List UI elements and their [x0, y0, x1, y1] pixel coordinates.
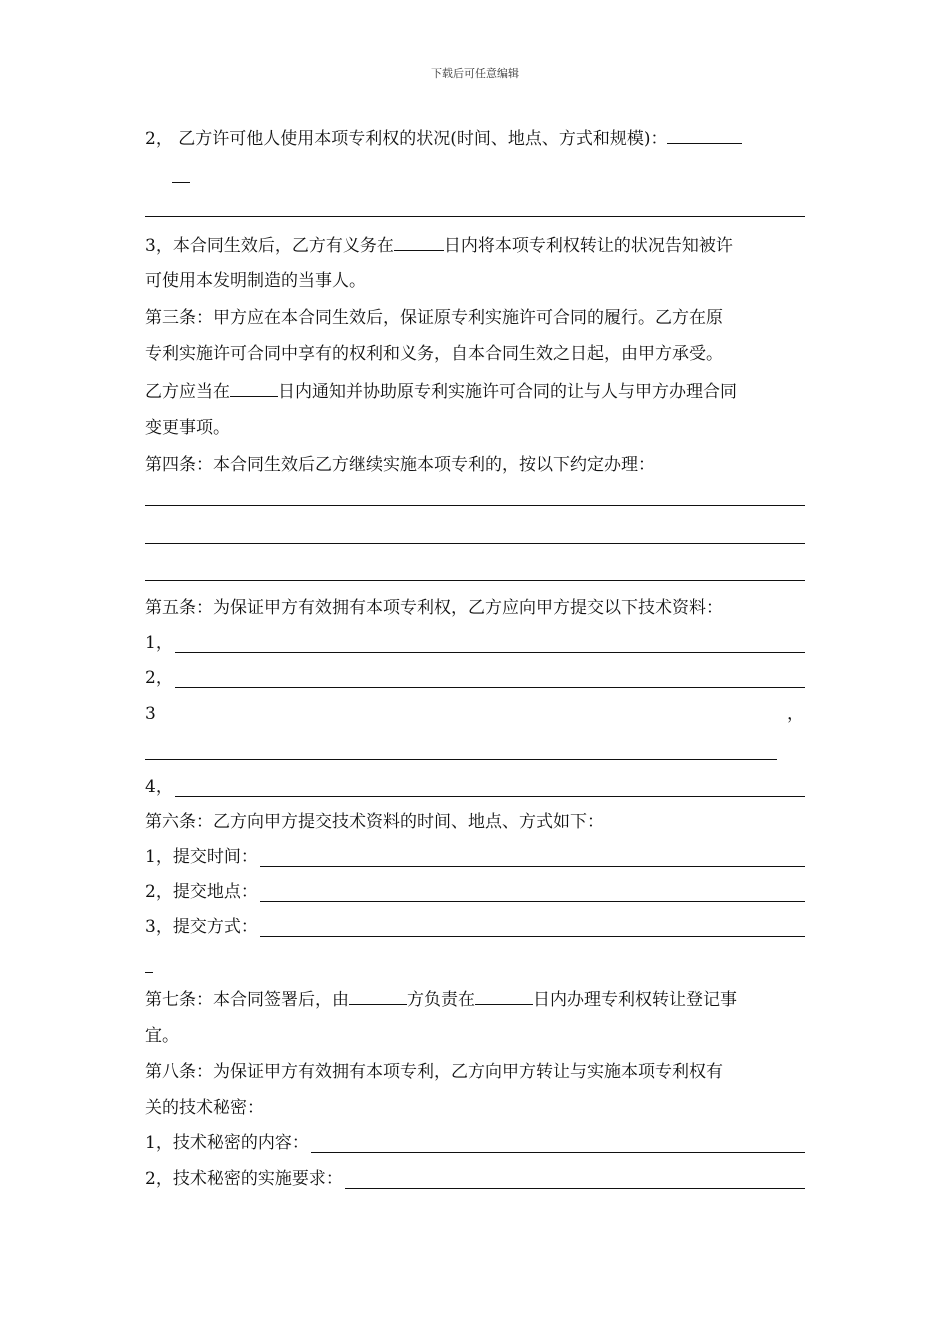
item-3-text-pre: 3，本合同生效后，乙方有义务在: [145, 236, 394, 256]
item-2-text: 2， 乙方许可他人使用本项专利权的状况(时间、地点、方式和规模)：: [145, 129, 668, 149]
blank-field[interactable]: [145, 759, 777, 760]
item-3-line-b: 可使用本发明制造的当事人。: [145, 271, 366, 291]
blank-field[interactable]: [172, 182, 190, 183]
secret-requirements-field[interactable]: [345, 1172, 805, 1189]
article-5-item-1: [145, 633, 805, 653]
days-blank[interactable]: [475, 989, 533, 1005]
article-7-text-post: 日内办理专利权转让登记事: [533, 990, 737, 1010]
days-blank[interactable]: [230, 381, 278, 397]
blank-field[interactable]: [145, 543, 805, 544]
article-8-item-2: [145, 1169, 805, 1189]
article-7-text-pre: 第七条：本合同签署后，由: [145, 990, 349, 1010]
submit-place-field[interactable]: [260, 885, 805, 902]
article-3-line-b: 专利实施许可合同中享有的权利和义务，自本合同生效之日起，由甲方承受。: [145, 344, 723, 364]
article-5-item-2: [145, 668, 805, 688]
item-2-line: [145, 128, 742, 149]
article-6-item-2: [145, 882, 805, 902]
article-6-item-3: [145, 917, 805, 937]
article-7-line-a: [145, 989, 737, 1010]
blank-field[interactable]: [145, 580, 805, 581]
article-3-line-c: [145, 381, 737, 402]
blank-field[interactable]: [175, 636, 805, 653]
blank-field[interactable]: [145, 972, 153, 973]
article-3-line-a: 第三条：甲方应在本合同生效后，保证原专利实施许可合同的履行。乙方在原: [145, 308, 723, 328]
article-8-item-1: [145, 1133, 805, 1153]
article-6-item-1: [145, 847, 805, 867]
item-label: 3，提交方式：: [145, 917, 258, 937]
article-5-item-3-number: 3: [145, 704, 156, 724]
item-label: 1，技术秘密的内容：: [145, 1133, 309, 1153]
item-3-line-a: [145, 235, 733, 256]
blank-field[interactable]: [145, 216, 805, 217]
article-5-item-4: [145, 777, 805, 797]
item-label: 2，: [145, 668, 173, 688]
days-blank[interactable]: [394, 235, 444, 251]
item-3-text-post: 日内将本项专利权转让的状况告知被许: [443, 236, 733, 256]
article-5-line: 第五条：为保证甲方有效拥有本项专利权，乙方应向甲方提交以下技术资料：: [145, 598, 723, 618]
blank-field[interactable]: [175, 671, 805, 688]
page-header: 下载后可任意编辑: [431, 67, 519, 80]
article-8-line-a: 第八条：为保证甲方有效拥有本项专利，乙方向甲方转让与实施本项专利权有: [145, 1062, 723, 1082]
blank-field[interactable]: [175, 780, 805, 797]
article-4-line: 第四条：本合同生效后乙方继续实施本项专利的，按以下约定办理：: [145, 455, 655, 475]
article-3-text-post: 日内通知并协助原专利实施许可合同的让与人与甲方办理合同: [278, 382, 737, 402]
article-6-line: 第六条：乙方向甲方提交技术资料的时间、地点、方式如下：: [145, 812, 604, 832]
submit-time-field[interactable]: [260, 850, 805, 867]
item-label: 1，提交时间：: [145, 847, 258, 867]
item-label: 2，提交地点：: [145, 882, 258, 902]
submit-method-field[interactable]: [260, 920, 805, 937]
article-7-line-b: 宜。: [145, 1026, 179, 1046]
item-label: 2，技术秘密的实施要求：: [145, 1169, 343, 1189]
item-label: 1，: [145, 633, 173, 653]
party-blank[interactable]: [349, 989, 407, 1005]
article-8-line-b: 关的技术秘密：: [145, 1098, 264, 1118]
item-label: 4，: [145, 777, 173, 797]
article-3-text-pre: 乙方应当在: [145, 382, 230, 402]
article-3-line-d: 变更事项。: [145, 418, 230, 438]
blank-field[interactable]: [145, 505, 805, 506]
article-7-text-mid: 方负责在: [407, 990, 475, 1010]
secret-content-field[interactable]: [311, 1136, 805, 1153]
blank-field[interactable]: [667, 128, 742, 144]
article-5-item-3-comma: ，: [787, 704, 804, 724]
